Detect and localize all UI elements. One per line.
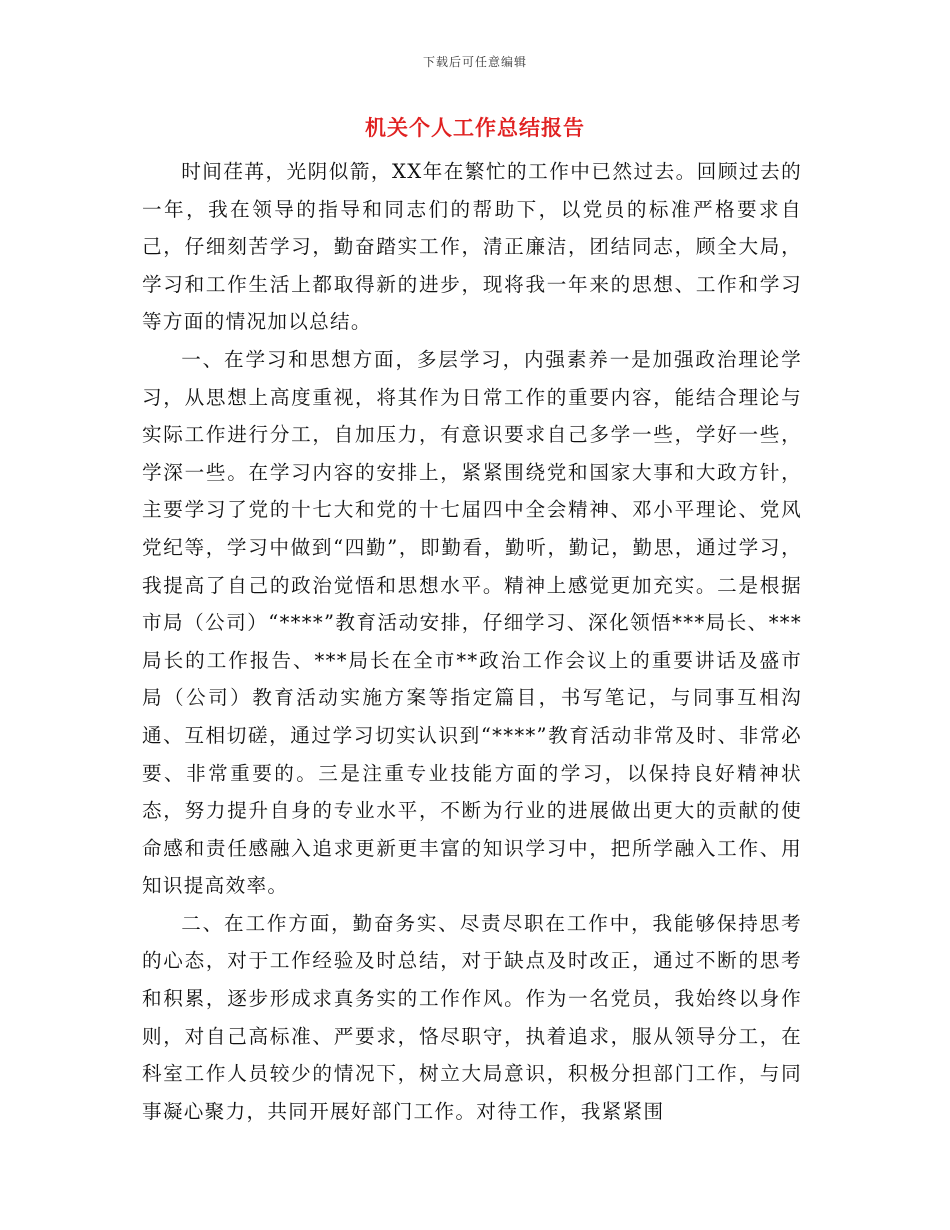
document-body [142, 153, 802, 1130]
paragraph-study: 一、在学习和思想方面，多层学习，内强素养一是加强政治理论学习，从思想上高度重视，将其作为日常工作的重要内容，能结合理论与实际工作进行分工，自加压力，有意识要求自己多学一些，学好一些，学深一些。在学习内容的安排上，紧紧围绕党和国家大事和大政方针，主要学习了党的十七大和党的十七届四中全会精神、邓小平理论、党风党纪等，学习中做到“四勤”，即勤看，勤听，勤记，勤思，通过学习，我提高了自己的政治觉悟和思想水平。精神上感觉更加充实。二是根据市局（公司）“****”教育活动安排，仔细学习、深化领悟***局长、***局长的工作报告、***局长在全市**政治工作会议上的重要讲话及盛市局（公司）教育活动实施方案等指定篇目，书写笔记，与同事互相沟通、互相切磋，通过学习切实认识到“****”教育活动非常及时、非常必要、非常重要的。三是注重专业技能方面的学习，以保持良好精神状态，努力提升自身的专业水平，不断为行业的进展做出更大的贡献的使命感和责任感融入追求更新更丰富的知识学习中，把所学融入工作、用知识提高效率。 [142, 347, 802, 898]
document-title: 机关个人工作总结报告 [365, 115, 585, 140]
paragraph-work: 二、在工作方面，勤奋务实、尽责尽职在工作中，我能够保持思考的心态，对于工作经验及时总结，对于缺点及时改正，通过不断的思考和积累，逐步形成求真务实的工作作风。作为一名党员，我始终以身作则，对自己高标准、严要求，恪尽职守，执着追求，服从领导分工，在科室工作人员较少的情况下，树立大局意识，积极分担部门工作，与同事凝心聚力，共同开展好部门工作。对待工作，我紧紧围 [142, 911, 802, 1123]
header-note: 下载后可任意编辑 [422, 55, 527, 69]
paragraph-intro: 时间荏苒，光阴似箭，XX年在繁忙的工作中已然过去。回顾过去的一年，我在领导的指导和同志们的帮助下，以党员的标准严格要求自己，仔细刻苦学习，勤奋踏实工作，清正廉洁，团结同志，顾全大局，学习和工作生活上都取得新的进步，现将我一年来的思想、工作和学习等方面的情况加以总结。 [142, 160, 802, 334]
